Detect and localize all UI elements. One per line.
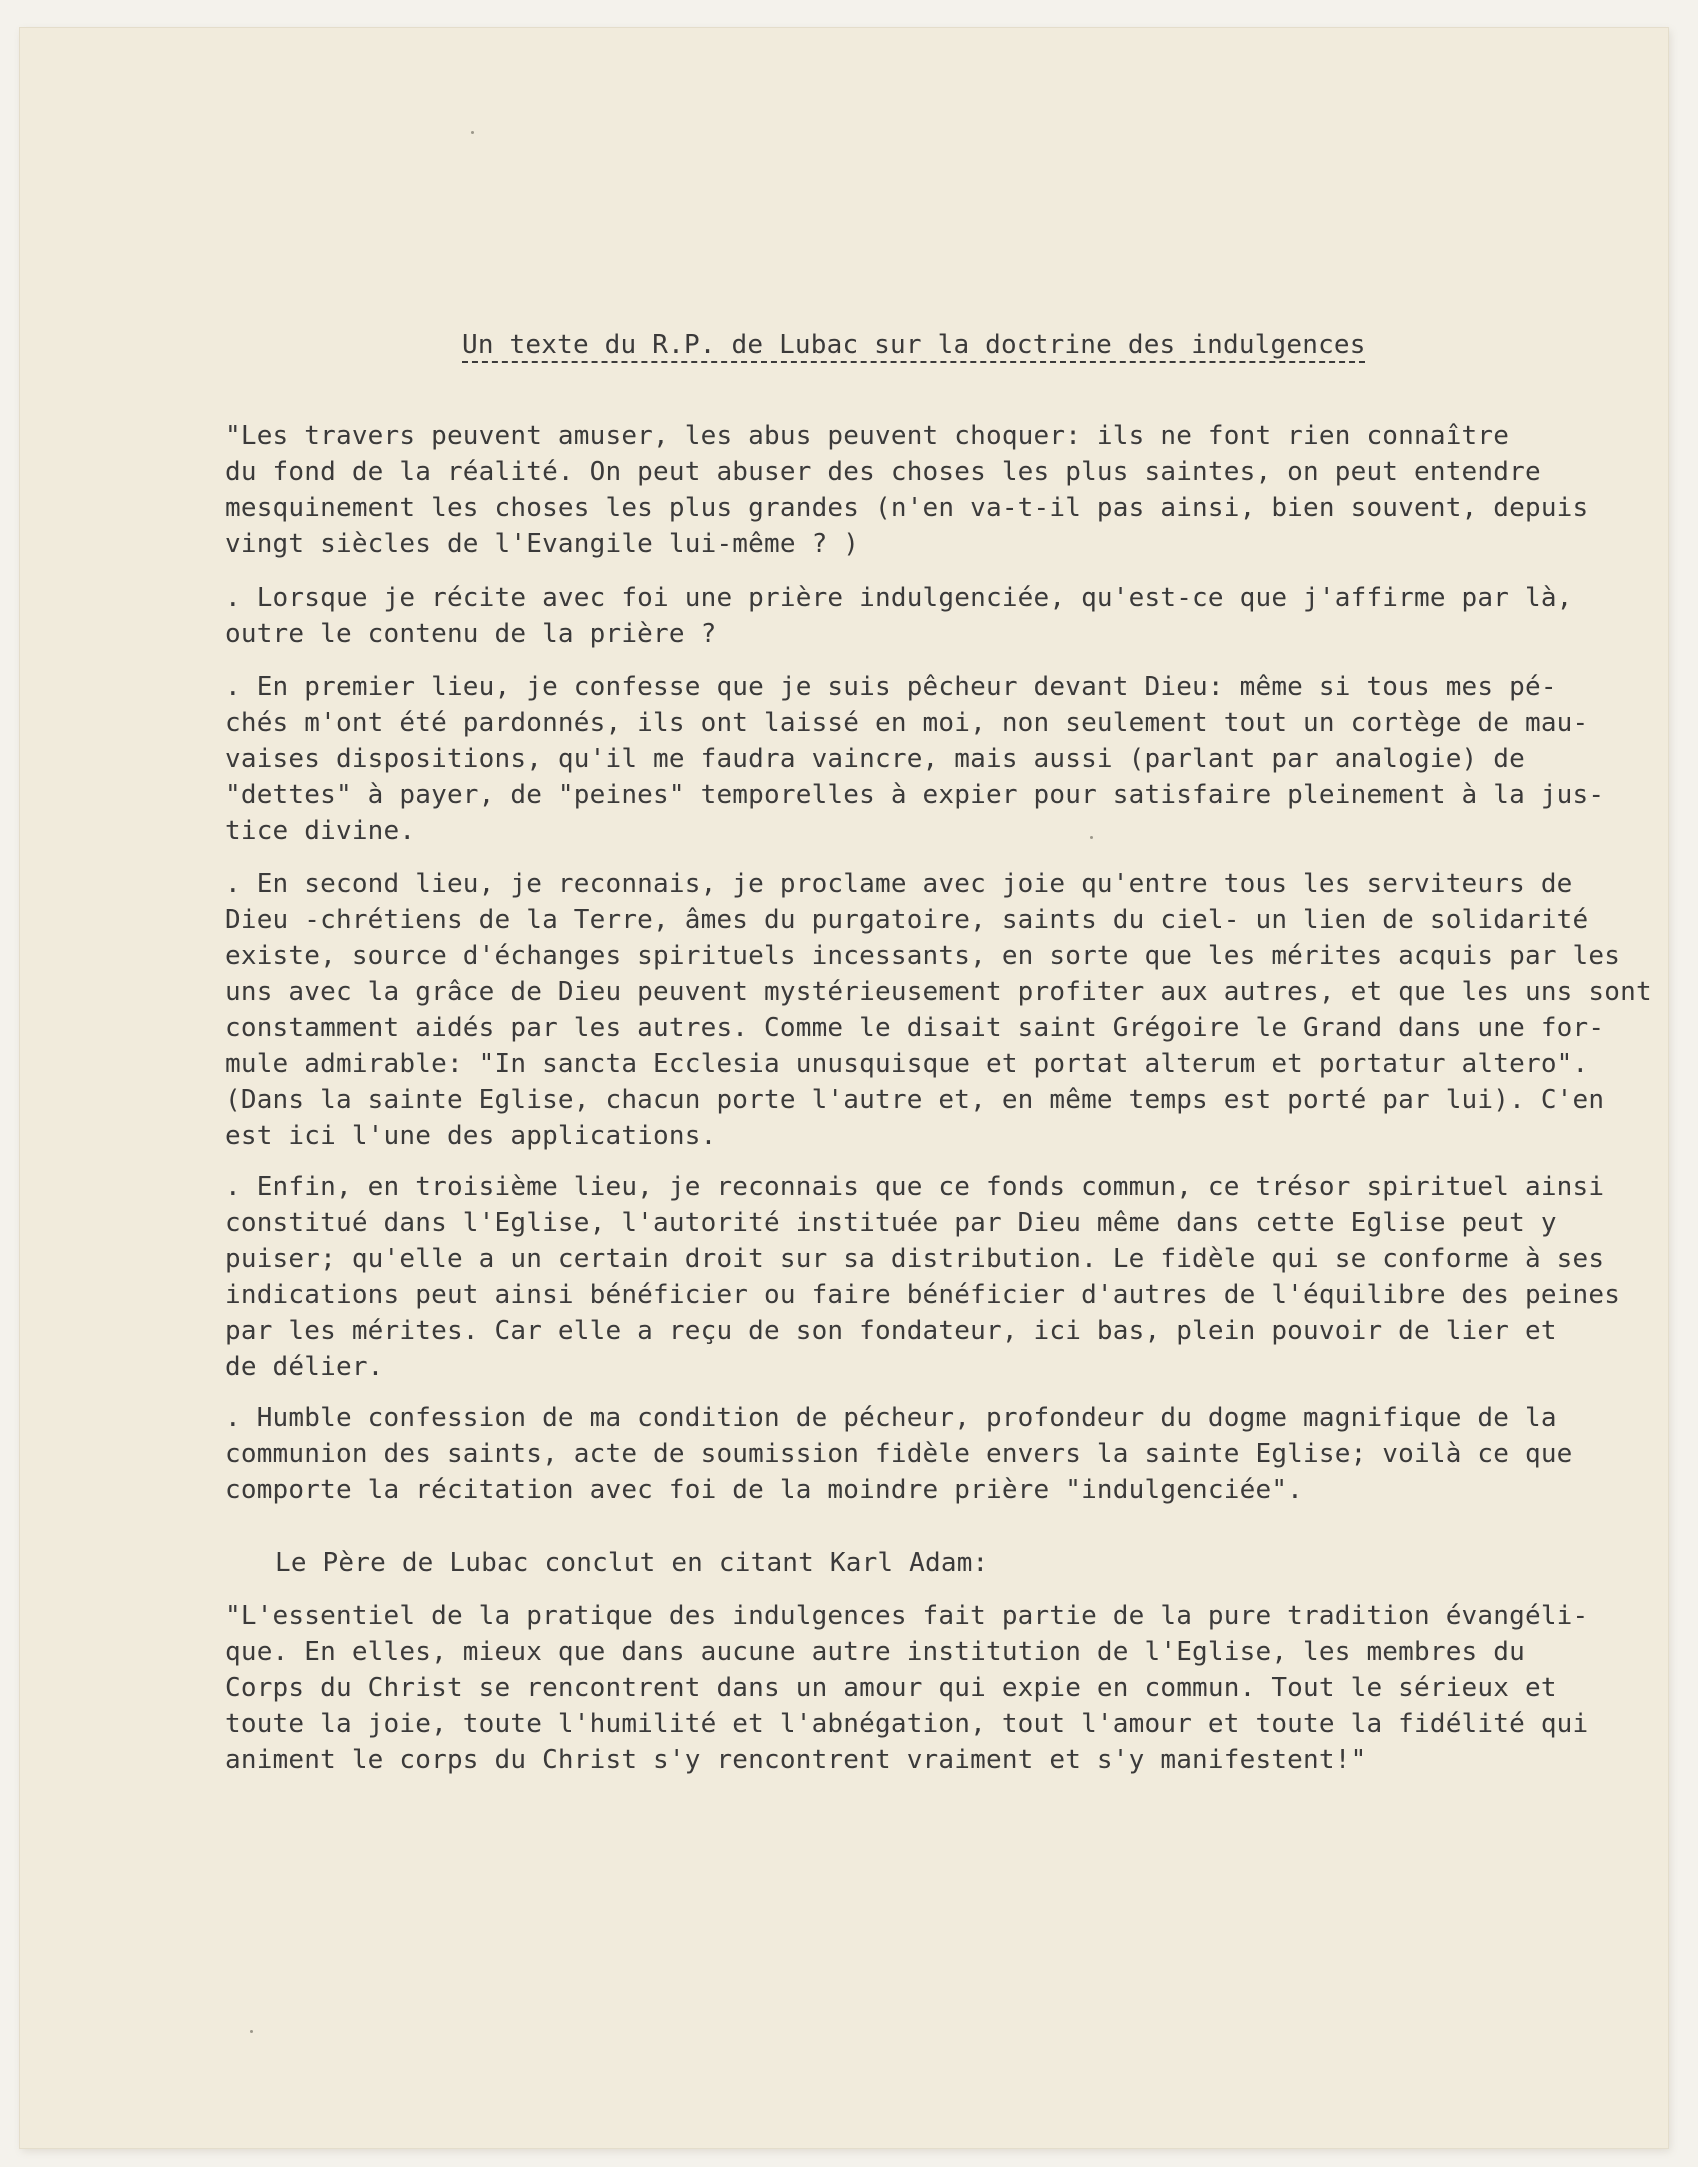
paper-speck (1090, 836, 1093, 839)
paragraph-question: . Lorsque je récite avec foi une prière indulgenciée, qu'est-ce que j'affirme par là, outre le contenu de la prière ? (225, 583, 1573, 649)
document-title: Un texte du R.P. de Lubac sur la doctrine des indulgences (462, 330, 1366, 360)
paper-speck (471, 131, 474, 134)
paper-speck (250, 2030, 253, 2033)
paragraph-second-point: . En second lieu, je reconnais, je proclame avec joie qu'entre tous les serviteurs de Dieu -chrétiens de la Terre, âmes du purgatoire, saints du ciel- un lien de solidarité existe, source d'échanges spirituels incessants, en sorte que les mérites acquis par les uns avec la grâce de Dieu peuvent mystérieusement profiter aux autres, et que les uns sont constamment aidés par les autres. Comme le disait saint Grégoire le Grand dans une for- mule admirable: "In sancta Ecclesia unusquisque et portat alterum et portatur altero". (Dans la sainte Eglise, chacun porte l'autre et, en même temps est porté par lui). C'en est ici l'une des applications. (225, 869, 1652, 1151)
paragraph-first-point: . En premier lieu, je confesse que je suis pêcheur devant Dieu: même si tous mes pé- chés m'ont été pardonnés, ils ont laissé en moi, non seulement tout un cortège de mau- vaises dispositions, qu'il me faudra vaincre, mais aussi (parlant par analogie) de "dettes" à payer, de "peines" temporelles à expier pour satisfaire pleinement à la jus- tice divine. (225, 672, 1605, 846)
paragraph-third-point: . Enfin, en troisième lieu, je reconnais que ce fonds commun, ce trésor spirituel ainsi constitué dans l'Eglise, l'autorité instituée par Dieu même dans cette Eglise peut y puiser; qu'elle a un certain droit sur sa distribution. Le fidèle qui se conforme à ses indications peut ainsi bénéficier ou faire bénéficier d'autres de l'équilibre des peines par les mérites. Car elle a reçu de son fondateur, ici bas, plein pouvoir de lier et de délier. (225, 1172, 1621, 1382)
paragraph-karl-adam-quote: "L'essentiel de la pratique des indulgences fait partie de la pure tradition évangéli- que. En elles, mieux que dans aucune autre institution de l'Eglise, les membres du Corps du Christ se rencontrent dans un amour qui expie en commun. Tout le sérieux et toute la joie, toute l'humilité et l'abnégation, tout l'amour et toute la fidélité qui animent le corps du Christ s'y rencontrent vraiment et s'y manifestent!" (225, 1601, 1589, 1775)
paragraph-summary: . Humble confession de ma condition de pécheur, profondeur du dogme magnifique de la communion des saints, acte de soumission fidèle envers la sainte Eglise; voilà ce que comporte la récitation avec foi de la moindre prière "indulgenciée". (225, 1403, 1573, 1505)
paragraph-intro-quote: "Les travers peuvent amuser, les abus peuvent choquer: ils ne font rien connaître du fond de la réalité. On peut abuser des choses les plus saintes, on peut entendre mesquinement les choses les plus grandes (n'en va-t-il pas ainsi, bien souvent, depuis vingt siècles de l'Evangile lui-même ? ) (225, 421, 1589, 559)
paragraph-conclusion-intro: Le Père de Lubac conclut en citant Karl Adam: (275, 1548, 989, 1578)
